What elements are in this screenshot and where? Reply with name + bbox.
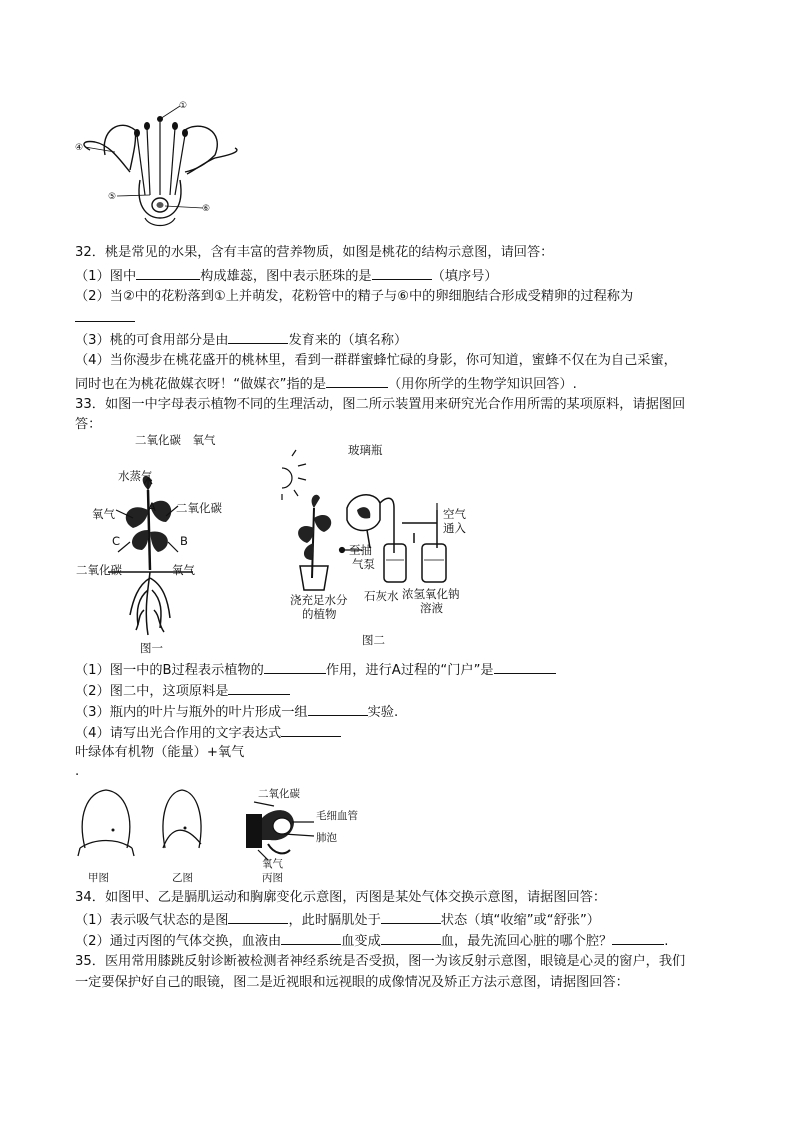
fig1-top-label: 二氧化碳 氧气 (135, 433, 216, 447)
q33-p4: （4）请写出光合作用的文字表达式 (75, 726, 282, 741)
q34-p2d: . (664, 934, 669, 949)
q34-p2b: 血变成 (341, 934, 381, 949)
thorax-diagram-yi (155, 786, 209, 878)
fig-bing-alveolus: 肺泡 (316, 832, 337, 844)
q35-stem2: 一定要保护好自己的眼镜，图二是近视眼和远视眼的成像情况及矫正方法示意图，请据图回答： (75, 975, 629, 990)
fig1-vapor: 水蒸气 (118, 469, 153, 483)
q32-stem: 32．桃是常见的水果，含有丰富的营养物质，如图是桃花的结构示意图，请回答： (75, 245, 554, 260)
q33-part1 (75, 660, 556, 680)
q34-stem: 34．如图甲、乙是膈肌运动和胸廓变化示意图，丙图是某处气体交换示意图，请据图回答： (75, 890, 607, 905)
fig2-plant-label2: 的植物 (302, 607, 337, 621)
answer-blank[interactable] (494, 660, 556, 674)
fig2-bottle-label: 玻璃瓶 (348, 443, 383, 457)
fig-jia-caption: 甲图 (88, 872, 109, 884)
answer-blank[interactable] (372, 266, 432, 280)
flower-marker: ① (179, 101, 188, 111)
answer-blank[interactable] (381, 910, 441, 924)
fig-bing-co2: 二氧化碳 (258, 788, 300, 800)
answer-blank[interactable] (228, 910, 288, 924)
fig1-o2-left: 氧气 (92, 507, 115, 521)
q33-p3a: （3）瓶内的叶片与瓶外的叶片形成一组 (75, 705, 308, 720)
answer-blank[interactable] (264, 660, 326, 674)
q32-p4b: 同时也在为桃花做媒衣呀！“做媒衣”指的是 (75, 377, 327, 392)
fig-bing-capillary: 毛细血管 (316, 810, 358, 822)
fig2-caption: 图二 (362, 633, 385, 647)
answer-blank[interactable] (381, 931, 441, 945)
thorax-diagram-jia (75, 786, 137, 878)
q32-part4: （4）当你漫步在桃花盛开的桃林里，看到一群群蜜蜂忙碌的身影，你可知道，蜜蜂不仅在为自己采蜜， (75, 353, 677, 368)
fig2-naoh-label2: 溶液 (420, 601, 443, 615)
q34-p1b: ，此时膈肌处于 (288, 913, 381, 928)
flower-marker: ⑤ (108, 192, 117, 202)
q33-stem: 33．如图一中字母表示植物不同的生理活动，图二所示装置用来研究光合作用所需的某项原料，请据图回 (75, 397, 686, 412)
fig2-naoh-label: 浓氢氧化钠 (402, 587, 460, 601)
q33-p3b: 实验. (367, 705, 399, 720)
answer-blank[interactable] (308, 702, 368, 716)
fig-bing-caption: 丙图 (262, 872, 283, 884)
q34-part2 (75, 931, 668, 951)
fig1-letter-b: B (180, 534, 188, 548)
q32-p1b: 构成雄蕊，图中表示胚珠的是 (200, 269, 372, 284)
fig2-air-label2: 通入 (443, 521, 466, 535)
q32-part2: （2）当②中的花粉落到①上并萌发，花粉管中的精子与⑥中的卵细胞结合形成受精卵的过程称为 (75, 289, 634, 304)
fig-yi-caption: 乙图 (172, 872, 193, 884)
fig2-plant-label: 浇充足水分 (290, 593, 348, 607)
q32-part1 (75, 266, 498, 286)
q32-p3b: 发育来的（填名称） (288, 333, 408, 348)
q32-p3a: （3）桃的可食用部分是由 (75, 333, 229, 348)
flower-marker: ④ (75, 143, 84, 153)
q34-p2c: 血，最先流回心脏的哪个腔？ (440, 934, 613, 949)
q32-part2-blank (75, 308, 135, 328)
q33-part4 (75, 723, 341, 743)
fig1-letter-a: A (148, 500, 156, 514)
fig2-pump-label2: 气泵 (352, 557, 375, 571)
answer-blank[interactable] (281, 723, 341, 737)
q34-part1 (75, 910, 600, 930)
q35-stem: 35．医用常用膝跳反射诊断被检测者神经系统是否受损，图一为该反射示意图，眼镜是心灵的窗户，我们 (75, 954, 686, 969)
q33-part2 (75, 681, 290, 701)
answer-blank[interactable] (75, 308, 135, 322)
fig1-caption: 图一 (140, 641, 163, 655)
fig1-o2-right: 氧气 (172, 563, 195, 577)
q34-p1a: （1）表示吸气状态的是图 (75, 913, 229, 928)
q32-p4c: （用你所学的生物学知识回答）. (388, 377, 577, 392)
q33-p2: （2）图二中，这项原料是 (75, 684, 229, 699)
q32-p1c: （填序号） (431, 269, 498, 284)
answer-blank[interactable] (326, 374, 388, 388)
fig-bing-o2: 氧气 (262, 858, 283, 870)
fig2-pump-label: 至抽 (349, 543, 372, 557)
q33-equation: 叶绿体有机物（能量）+氧气 (75, 745, 245, 760)
gas-exchange-diagram (244, 796, 324, 866)
q32-part4b (75, 374, 577, 394)
q34-p2a: （2）通过丙图的气体交换，血液由 (75, 934, 282, 949)
answer-blank[interactable] (228, 681, 290, 695)
fig1-co2-right: 二氧化碳 (176, 501, 222, 515)
q33-dot: . (75, 764, 80, 779)
answer-blank[interactable] (281, 931, 341, 945)
q33-p1a: （1）图一中的B过程表示植物的 (75, 663, 264, 678)
q33-stem2: 答： (75, 417, 102, 432)
flower-marker: ⑥ (202, 204, 211, 214)
q33-part3 (75, 702, 398, 722)
q34-p1c: 状态（填“收缩”或“舒张”） (440, 913, 600, 928)
q32-part3 (75, 330, 407, 350)
photosynthesis-apparatus-diagram (262, 448, 472, 598)
fig1-co2-left: 二氧化碳 (76, 563, 122, 577)
fig2-lime-label: 石灰水 (364, 589, 399, 603)
answer-blank[interactable] (228, 330, 288, 344)
fig1-letter-c: C (112, 534, 121, 548)
answer-blank[interactable] (612, 931, 664, 945)
answer-blank[interactable] (136, 266, 200, 280)
q32-p1a: （1）图中 (75, 269, 137, 284)
peach-flower-diagram (75, 100, 245, 235)
fig2-air-label: 空气 (443, 507, 466, 521)
q33-p1b: 作用，进行A过程的“门户”是 (325, 663, 494, 678)
